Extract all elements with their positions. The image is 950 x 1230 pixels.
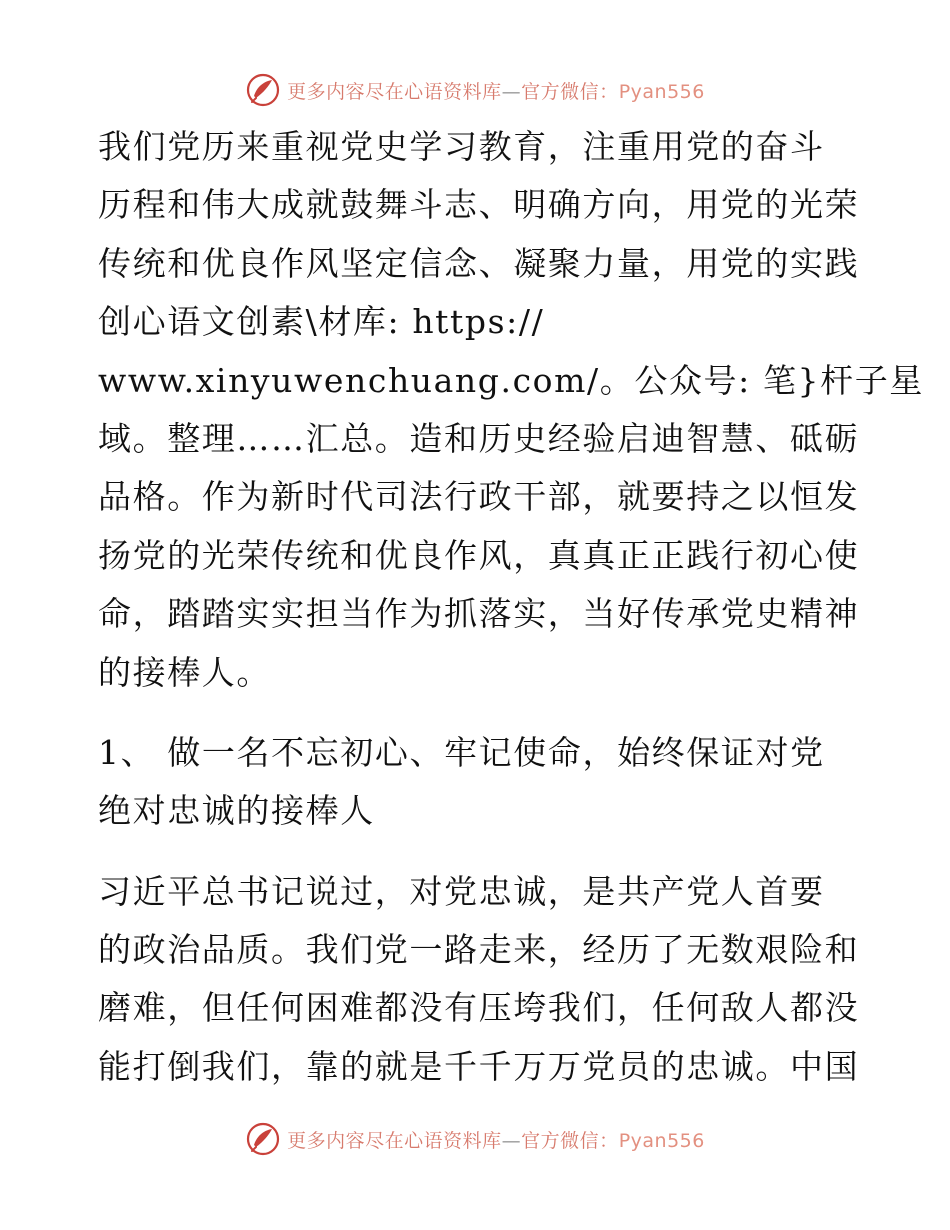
watermark-label: 官方微信： <box>521 80 619 103</box>
pen-logo-icon <box>245 72 281 108</box>
watermark-text <box>287 77 705 104</box>
text-line: 命，踏踏实实担当作为抓落实，当好传承党史精神 <box>98 594 860 634</box>
text-line: 我们党历来重视党史学习教育，注重用党的奋斗 <box>98 127 825 166</box>
text-line: 品格。作为新时代司法行政干部，就要持之以恒发 <box>98 477 860 517</box>
text-line: 创心语文创素\材库: https:// <box>98 302 545 342</box>
watermark-wechat-id: Pyan556 <box>618 1129 705 1152</box>
text-line: 磨难，但任何困难都没有压垮我们，任何敌人都没 <box>98 988 860 1028</box>
watermark-wechat-id: Pyan556 <box>618 80 705 103</box>
text-line: 历程和伟大成就鼓舞斗志、明确方向，用党的光荣 <box>98 185 860 225</box>
watermark-main: 更多内容尽在心语资料库 <box>287 1129 502 1152</box>
watermark-separator: — <box>501 1129 522 1152</box>
text-line: 传统和优良作风坚定信念、凝聚力量，用党的实践 <box>98 243 860 283</box>
text-line: 的接棒人。 <box>98 652 271 692</box>
text-line: 扬党的光荣传统和优良作风，真真正正践行初心使 <box>98 535 860 575</box>
text-line: 习近平总书记说过，对党忠诚，是共产党人首要 <box>98 871 825 911</box>
document-body <box>98 118 924 1096</box>
text-line: 域。整理……汇总。造和历史经验启迪智慧、砥砺 <box>98 418 860 458</box>
pen-logo-icon <box>245 1121 281 1157</box>
watermark-main: 更多内容尽在心语资料库 <box>287 80 502 103</box>
footer-watermark-banner <box>0 1119 950 1159</box>
text-line: 的政治品质。我们党一路走来，经历了无数艰险和 <box>98 930 860 970</box>
text-line: www.xinyuwenchuang.com/。公众号: 笔}杆子星 <box>98 360 924 400</box>
watermark-label: 官方微信： <box>521 1129 619 1152</box>
paragraph-intro <box>98 118 924 702</box>
heading-line: 1、 做一名不忘初心、牢记使命，始终保证对党 <box>98 732 825 772</box>
text-line: 能打倒我们，靠的就是千千万万党员的忠诚。中国 <box>98 1046 860 1086</box>
header-watermark-banner <box>0 70 950 110</box>
paragraph-loyalty <box>98 863 858 1097</box>
watermark-separator: — <box>501 80 522 103</box>
section-heading-1 <box>98 724 858 841</box>
watermark-text <box>287 1126 705 1153</box>
heading-line: 绝对忠诚的接棒人 <box>98 791 375 831</box>
